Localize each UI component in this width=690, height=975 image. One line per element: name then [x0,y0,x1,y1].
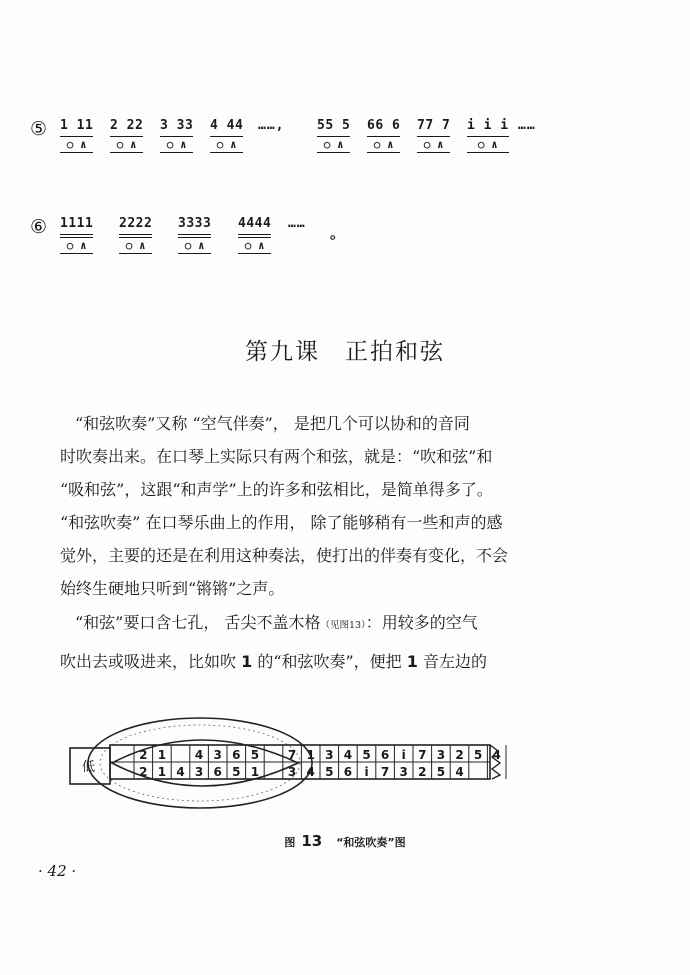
hole-note: 6 [343,765,353,779]
breath-mark: ○ ∧ [210,137,243,153]
text: ：用较多的空气 [365,613,478,632]
caption-text: “和弦吹奏”图 [336,836,406,849]
notes: 2 22 [110,118,143,137]
exercise-5 [30,118,590,163]
hole-note: 5 [436,765,446,779]
paragraph-1-line-6: 始终生硬地只听到“锵锵”之声。 [60,579,285,598]
hole-note: 1 [157,748,167,762]
exercise-5-group-8 [467,118,509,153]
breath-mark: ○ ∧ [317,137,350,153]
notes: 3 33 [160,118,193,137]
hole-note: 5 [362,748,371,762]
exercise-6-marker: ⑥ [30,216,48,238]
hole-note: 4 [176,765,185,779]
hole-note: 3 [399,765,408,779]
notes: 4444 [238,216,271,235]
mouth-inner-outline [100,725,300,801]
ellipsis: …… [518,118,536,133]
exercise-5-group-6 [367,118,400,153]
breath-mark: ○ ∧ [60,137,93,153]
hole-note: 3 [194,765,204,779]
breath-mark: ○ ∧ [178,238,211,254]
exercise-6 [30,216,430,261]
notes: 66 6 [367,118,400,137]
hole-note: 3 [287,765,297,779]
hole-note: 2 [455,748,464,762]
ellipsis: …… [288,216,306,231]
breath-mark: ○ ∧ [417,137,450,153]
hole-note: 1 [306,748,315,762]
breath-mark: ○ ∧ [238,238,271,254]
breath-mark: ○ ∧ [119,238,152,254]
text: 的“和弦吹奏”，便把 [252,652,407,671]
lesson-title: 第九课 正拍和弦 [245,339,445,365]
hole-note: 1 [157,765,167,779]
breath-mark: ○ ∧ [160,137,193,153]
notes: i i i [467,118,509,137]
exercise-5-group-7 [417,118,450,153]
notes: 4 44 [210,118,243,137]
breath-mark: ○ ∧ [60,238,93,254]
notes: 1 11 [60,118,93,137]
exercise-5-group-4 [210,118,243,153]
caption-prefix: 图 [284,836,296,849]
notes: 55 5 [317,118,350,137]
hole-note: 4 [455,765,464,779]
hole-note: 5 [325,765,334,779]
paragraph-1-line-4: “和弦吹奏” 在口琴乐曲上的作用， 除了能够稍有一些和声的感 [60,513,503,532]
exercise-5-group-2 [110,118,143,153]
hole-note: 5 [473,748,483,762]
figure-caption [0,832,690,850]
low-label: 低 [82,760,96,775]
exercise-6-group-2 [119,216,152,254]
mouth-outline [88,718,312,808]
hole-note: 4 [306,765,315,779]
hole-note: 6 [380,748,390,762]
hole-note: 3 [213,748,222,762]
hole-note: 1 [250,765,260,779]
notes: 1111 [60,216,93,235]
paragraph-2-line-1 [75,606,595,642]
breath-mark: ○ ∧ [110,137,143,153]
paragraph-1-line-1: “和弦吹奏”又称 “空气伴奏”， 是把几个可以协和的音同 [75,414,470,433]
text: 吹出去或吸进来，比如吹 [60,652,242,671]
hole-note: 6 [232,748,241,762]
hole-note: 7 [418,748,427,762]
breath-mark: ○ ∧ [367,137,400,153]
paragraph-1-line-5: 觉外，主要的还是在利用这种奏法，使打出的伴奏有变化，不会 [60,546,509,565]
harmonica-chord-figure [60,705,520,815]
exercise-6-group-3 [178,216,211,254]
hole-note: 4 [343,748,353,762]
page-number: · 42 · [38,862,77,880]
caption-number: 13 [301,832,323,850]
paragraph-2-line-2 [60,645,580,678]
exercise-6-group-1 [60,216,93,254]
exercise-5-group-3 [160,118,193,153]
notes: 2222 [119,216,152,235]
end-mark: 。 [330,224,347,242]
notes: 77 7 [417,118,450,137]
paragraph-1-line-2: 时吹奏出来。在口琴上实际只有两个和弦，就是：“吹和弦”和 [60,447,493,466]
hole-note: 7 [380,765,390,779]
hole-note: i [401,748,406,762]
text: “和弦”要口含七孔， 舌尖不盖木格 [75,613,321,632]
hole-note: 7 [287,748,297,762]
hole-note: i [364,765,369,779]
hole-note: 5 [250,748,260,762]
ellipsis: ……, [258,118,285,133]
exercise-5-marker: ⑤ [30,118,48,140]
exercise-6-group-4 [238,216,271,254]
hole-note: 2 [139,748,148,762]
hole-note: 6 [213,765,222,779]
hole-note: 2 [418,765,427,779]
hole-note: 2 [139,765,148,779]
hole-dividers [134,745,506,779]
text: 音左边的 [417,652,488,671]
hole-note: 5 [232,765,241,779]
hole-note: 3 [325,748,334,762]
breath-mark: ○ ∧ [467,137,509,153]
exercise-5-group-1 [60,118,93,153]
hole-note: 4 [194,748,204,762]
note-1: 1 [406,652,418,671]
hole-note: 3 [436,748,446,762]
exercise-5-group-5 [317,118,350,153]
paragraph-1-line-3: “吸和弦”，这跟“和声学”上的许多和弦相比，是简单得多了。 [60,480,493,499]
figure-reference: （见图13） [320,620,366,631]
hole-note: 4 [492,748,501,762]
note-1: 1 [241,652,253,671]
notes: 3333 [178,216,211,235]
